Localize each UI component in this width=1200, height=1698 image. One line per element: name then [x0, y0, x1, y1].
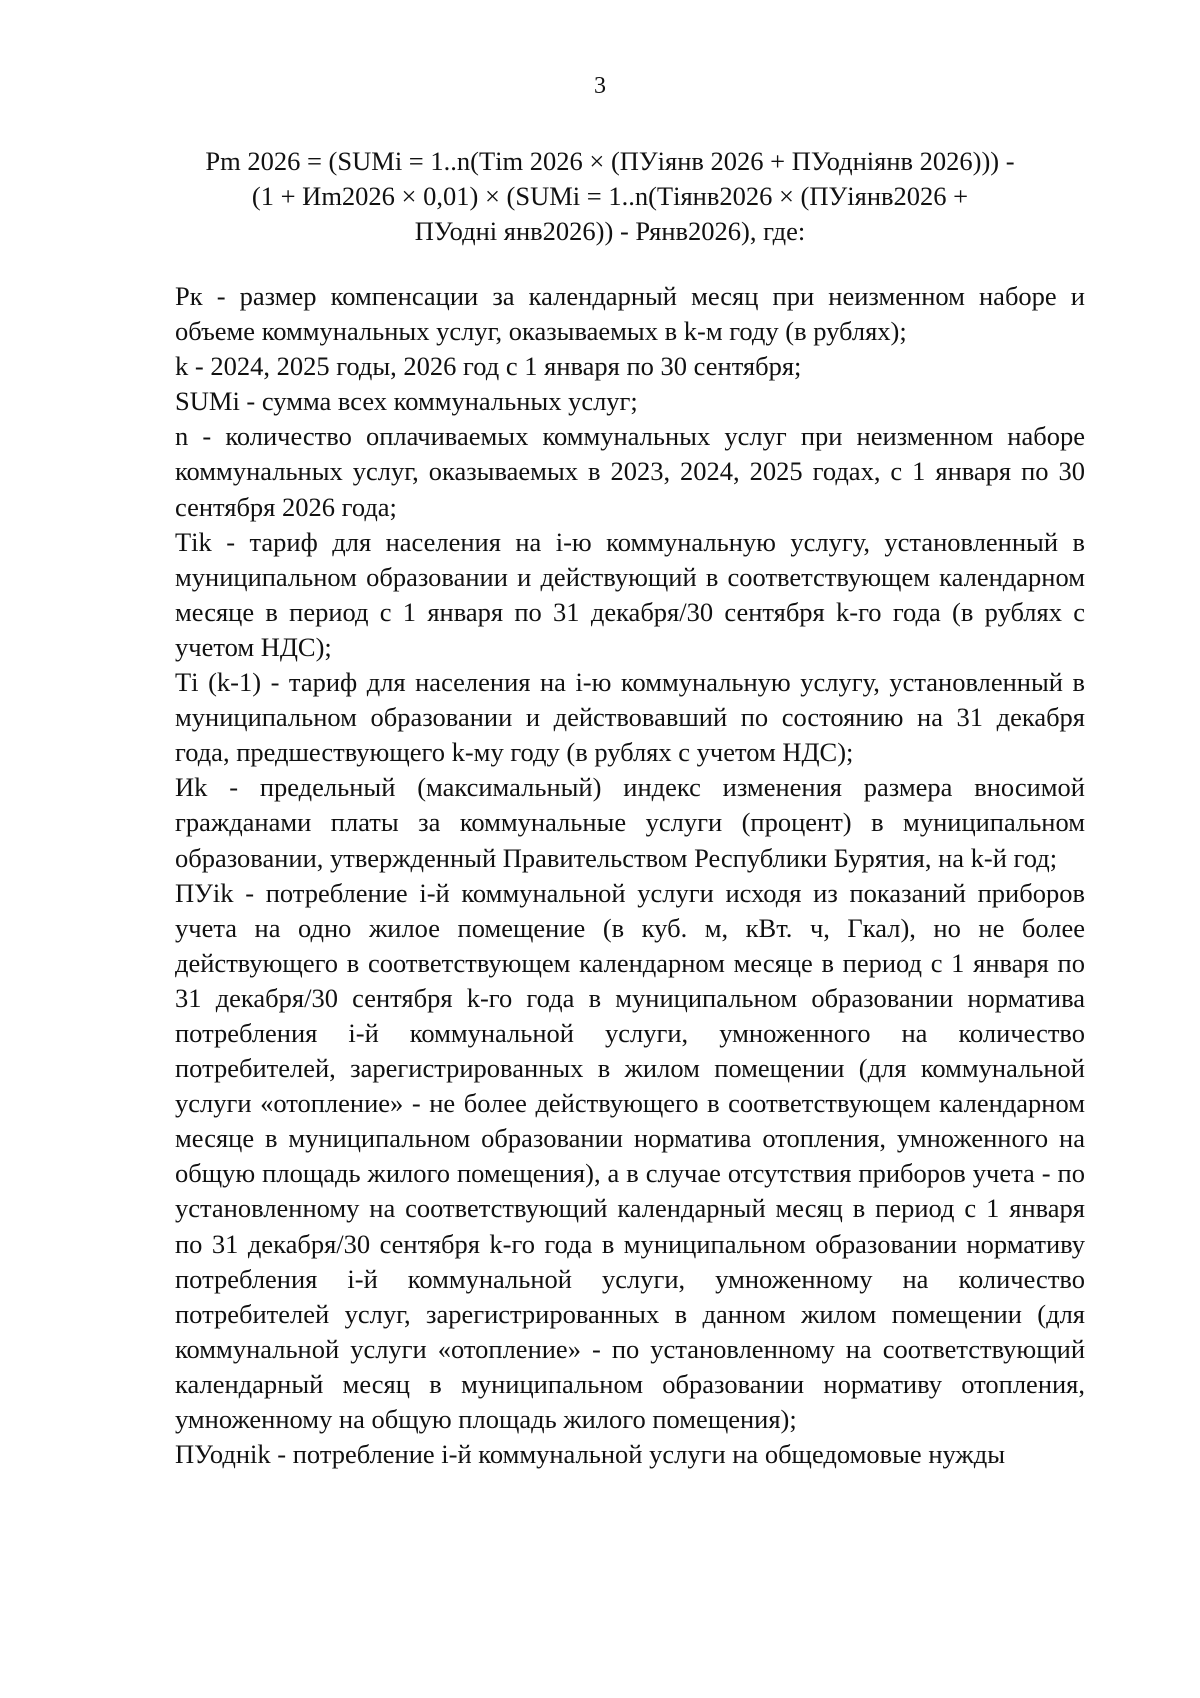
definition-ik: Иk - предельный (максимальный) индекс изменения размера вносимой гражданами платы за коммунальные услуги (процент) в муниципальном образовании, утвержденный Правительством Республики Бурятия, на k-й год; — [175, 772, 1085, 873]
definition-n: n - количество оплачиваемых коммунальных услуг при неизменном наборе коммунальных услуг, оказываемых в 2023, 2024, 2025 годах, с 1 января по 30 сентября 2026 года; — [175, 421, 1085, 522]
definition-sumi: SUMi - сумма всех коммунальных услуг; — [175, 386, 638, 417]
definition-puodnik: ПУоднik - потребление i-й коммунальной услуги на общедомовые нужды — [175, 1439, 1006, 1470]
definitions-list — [175, 279, 1085, 1472]
formula-line-2: (1 + Иm2026 × 0,01) × (SUMi = 1..n(Тiянв2026 × (ПУiянв2026 + — [251, 181, 969, 211]
formula-block — [160, 144, 1060, 249]
page-number: 3 — [594, 73, 606, 99]
definition-puik: ПУik - потребление i-й коммунальной услуги исходя из показаний приборов учета на одно жилое помещение (в куб. м, кВт. ч, Гкал), но не более действующего в соответствующем календарном месяце в период с 1 января по 31 декабря/30 сентября k-го года в муниципальном образовании норматива потребления i-й коммунальной услуги, умноженного на количество потребителей, зарегистрированных в жилом помещении (для коммунальной услуги «отопление» - не более действующего в соответствующем календарном месяце в муниципальном образовании норматива отопления, умноженного на общую площадь жилого помещения), а в случае отсутствия приборов учета - по установленному на соответствующий календарный месяц в период с 1 января по 31 декабря/30 сентября k-го года в муниципальном образовании нормативу потребления i-й коммунальной услуги, умноженному на количество потребителей услуг, зарегистрированных в данном жилом помещении (для коммунальной услуги «отопление» - по установленному на соответствующий календарный месяц в муниципальном образовании нормативу отопления, умноженному на общую площадь жилого помещения); — [175, 877, 1085, 1434]
definition-ti-k-1: Тi (k-1) - тариф для населения на i-ю коммунальную услугу, установленный в муниципальном образовании и действовавший по состоянию на 31 декабря года, предшествующего k-му году (в рублях с учетом НДС); — [175, 667, 1085, 768]
formula-line-1: Рm 2026 = (SUMi = 1..n(Тim 2026 × (ПУiянв 2026 + ПУоднiянв 2026))) - — [205, 146, 1015, 176]
formula-line-3: ПУоднi янв2026)) - Рянв2026), где: — [414, 216, 806, 246]
definition-k: k - 2024, 2025 годы, 2026 год с 1 января по 30 сентября; — [175, 351, 802, 382]
definition-rk: Рк - размер компенсации за календарный месяц при неизменном наборе и объеме коммунальных услуг, оказываемых в k-м году (в рублях); — [175, 281, 1085, 347]
definition-tik: Тik - тариф для населения на i-ю коммунальную услугу, установленный в муниципальном образовании и действующий в соответствующем календарном месяце в период с 1 января по 31 декабря/30 сентября k-го года (в рублях с учетом НДС); — [175, 526, 1085, 662]
